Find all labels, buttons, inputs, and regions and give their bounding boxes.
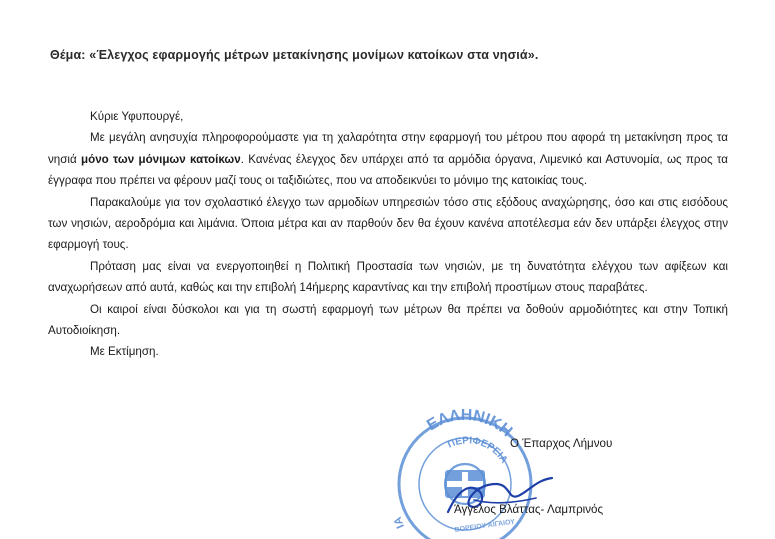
salutation: Κύριε Υφυπουργέ, (90, 110, 184, 123)
paragraph-3: Πρόταση μας είναι να ενεργοποιηθεί η Πολιτική Προστασία των νησιών, με τη δυνατότητα ελέγχου των αφίξεων και αναχωρήσεων από αυτά, καθώς και την επιβολή 14ήμερης καραντίνας και την επιβολή προστίμων στους παραβάτες. (48, 259, 728, 295)
stamp-text-top: ΕΛΛΗΝΙΚΗ (424, 406, 516, 441)
letter-subject (50, 48, 750, 62)
stamp-text-ring: ΠΕΡΙΦΕΡΕΙΑ (446, 435, 510, 466)
paragraph-2: Παρακαλούμε για τον σχολαστικό έλεγχο των αρμοδίων υπηρεσιών τόσο στις εξόδους αναχώρησης, όσο και στις εισόδους των νησιών, αεροδρόμια και λιμάνια. Όποια μέτρα και αν παρθούν δεν θα έχουν κανένα αποτέλεσμα εάν δεν υπάρξει έλεγχος στην εφαρμογή τους. (48, 195, 728, 252)
paragraph-1 (48, 127, 728, 191)
signatory-name: Άγγελος Βλάττας- Λαμπρινός (454, 503, 604, 516)
paragraph-1-emphasis: μόνο των μόνιμων κατοίκων (81, 152, 241, 166)
subject-title: «Έλεγχος εφαρμογής μέτρων μετακίνησης μονίμων κατοίκων στα νησιά». (89, 48, 539, 62)
letter-body (48, 106, 728, 363)
subject-prefix: Θέμα: (50, 48, 90, 62)
paragraph-1-text-b: . Κανένας έλεγχος δεν υπάρχει από τα αρμόδια όργανα, Λιμενικό και Αστυνομία, ως προς τα έγγραφα που πρέπει να φέρουν μαζί τους οι ταξιδιώτες, που να αποδεικνύει το μόνιμο της κατοικίας τους. (48, 152, 728, 188)
signatory-title: Ο Έπαρχος Λήμνου (510, 437, 613, 450)
stamp-text-ring-2: ΒΟΡΕΙΟΥ ΑΙΓΑΙΟΥ (454, 518, 516, 534)
paragraph-1-text-a: Με μεγάλη ανησυχία πληροφορούμαστε για τη χαλαρότητα στην εφαρμογή του μέτρου που αφορά τη μετακίνηση προς τα νησιά (48, 131, 728, 166)
paragraph-4: Οι καιροί είναι δύσκολοι και για τη σωστή εφαρμογή των μέτρων θα πρέπει να δοθούν αρμοδιότητες και στην Τοπική Αυτοδιοίκηση. (48, 302, 728, 338)
stamp-text-left: ΙΑ (391, 515, 407, 531)
closing: Με Εκτίμηση. (90, 345, 159, 359)
